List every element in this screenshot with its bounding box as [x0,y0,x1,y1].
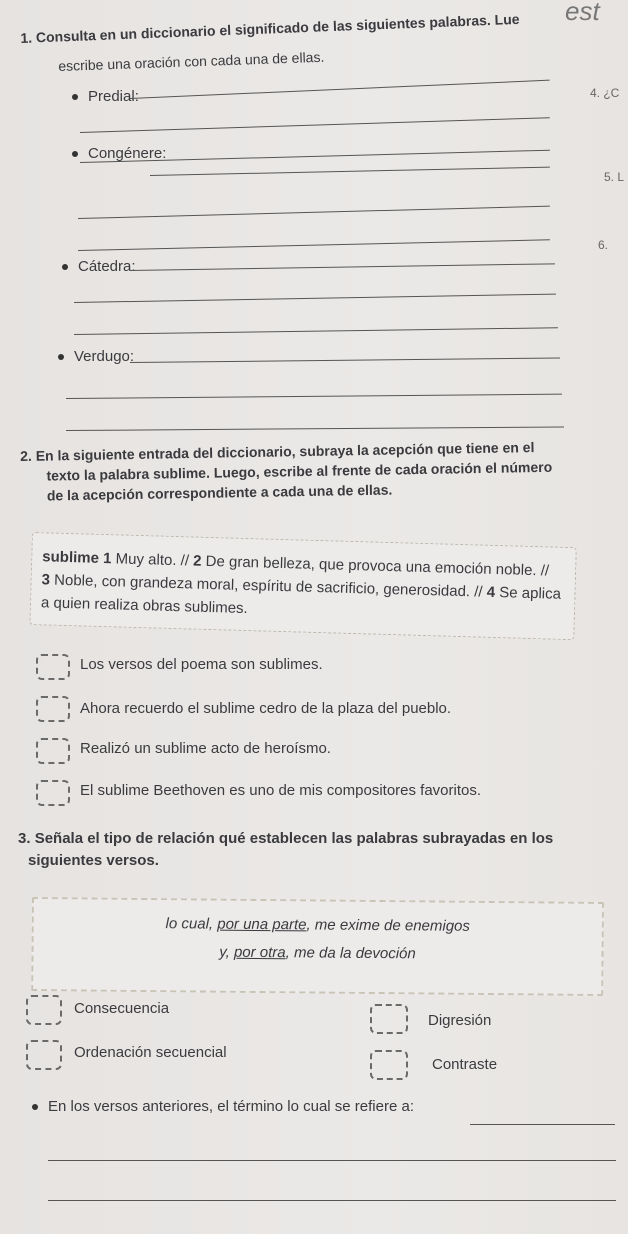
answer-line[interactable] [130,80,550,99]
dictionary-entry-box: sublime 1 Muy alto. // 2 De gran belleza, que provoca una emoción noble. // 3 Noble, con grandeza moral, espíritu de sacrificio, generosidad. // 4 Se aplica a quien realiza obras sublimes. [29,532,576,640]
item-label: Cátedra: [78,258,136,275]
item-label: Predial: [88,88,139,105]
verses-box: lo cual, por una parte, me exime de enemigos y, por otra, me da la devoción [31,897,604,996]
option-checkbox[interactable] [370,1004,408,1034]
answer-line[interactable] [80,117,550,133]
option-ordenacion: Ordenación secuencial [74,1044,227,1061]
option-checkbox[interactable] [26,1040,62,1070]
option-contraste: Contraste [432,1056,498,1073]
q1-item-verdugo [58,348,134,365]
item-label: Congénere: [88,145,167,162]
followup-text: En los versos anteriores, el término lo cual se refiere a: [48,1098,414,1115]
answer-line[interactable] [470,1124,615,1125]
sentence-checkbox[interactable] [36,696,70,722]
answer-line[interactable] [130,263,555,271]
q1-item-congenere [72,145,166,162]
sentence-checkbox[interactable] [36,654,70,680]
answer-line[interactable] [66,394,562,399]
bullet-icon [72,94,78,100]
answer-line[interactable] [74,294,556,303]
bullet-icon [32,1104,38,1110]
q3-follow-up [32,1098,414,1115]
option-consecuencia: Consecuencia [74,1000,170,1017]
option-digresion: Digresión [428,1012,492,1029]
sentence-1: Los versos del poema son sublimes. [80,656,323,673]
answer-line[interactable] [74,327,558,335]
answer-line[interactable] [130,357,560,363]
q1-item-predial [72,88,139,105]
option-checkbox[interactable] [370,1050,408,1080]
q1-title: 1. Consulta en un diccionario el significado de las siguientes palabras. Lue [20,10,520,46]
margin-fragment-6: 6. [598,238,609,252]
bullet-icon [72,151,78,157]
answer-line[interactable] [78,206,550,219]
item-label: Verdugo: [74,348,135,365]
margin-fragment-4: 4. ¿C [590,86,620,100]
answer-line[interactable] [66,427,564,431]
sentence-checkbox[interactable] [36,738,70,764]
answer-line[interactable] [48,1160,616,1161]
q3-title: 3. Señala el tipo de relación qué establecen las palabras subrayadas en los siguientes versos. [18,830,554,869]
q1-subtitle: escribe una oración con cada una de ellas. [58,48,325,74]
bullet-icon [62,264,68,270]
option-checkbox[interactable] [26,995,62,1025]
q2-title: 2. En la siguiente entrada del diccionario, subraya la acepción que tiene en el texto la palabra sublime. Luego, escribe al frente de cada oración el número de la acepción correspondiente a cada una de ellas. [20,439,553,504]
answer-line[interactable] [78,239,550,251]
q1-item-catedra [62,258,136,275]
sentence-3: Realizó un sublime acto de heroísmo. [80,740,331,757]
margin-fragment-5: 5. L [604,170,625,184]
sentence-checkbox[interactable] [36,780,70,806]
answer-line[interactable] [150,167,550,176]
corner-fragment: est [565,0,600,26]
bullet-icon [58,354,64,360]
sentence-2: Ahora recuerdo el sublime cedro de la plaza del pueblo. [80,700,452,717]
answer-line[interactable] [48,1200,616,1201]
sentence-4: El sublime Beethoven es uno de mis compositores favoritos. [80,782,482,799]
